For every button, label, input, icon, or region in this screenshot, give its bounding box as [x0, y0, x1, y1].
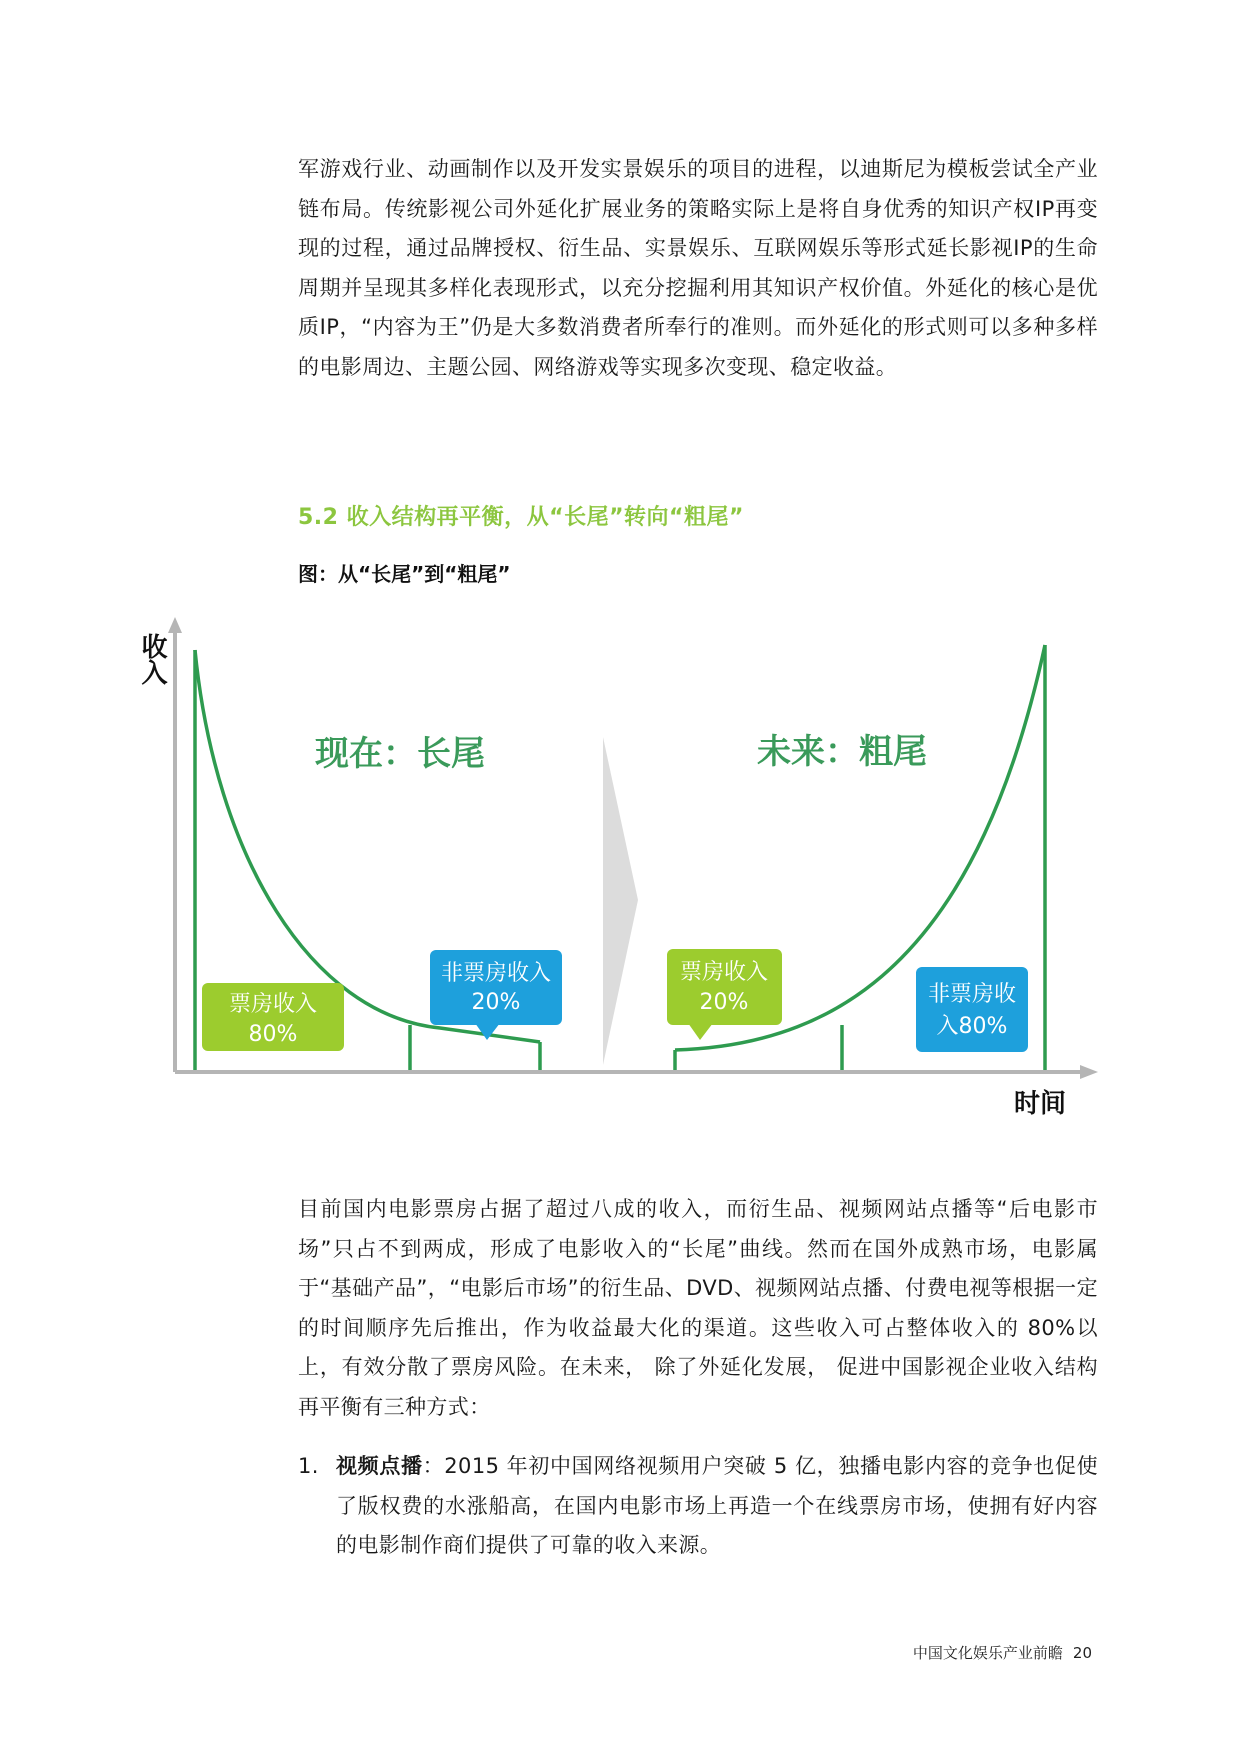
box-office-80-box: [202, 983, 344, 1051]
non-box-office-80-box: [916, 967, 1028, 1052]
box-office-20-line1: 票房收入: [679, 960, 769, 985]
x-axis-label: 时间: [1013, 1089, 1067, 1119]
non-box-office-20-line1: 非票房收入: [440, 961, 552, 986]
list-item-number: 1.: [298, 1454, 319, 1478]
long-tail-diagram: [130, 615, 1110, 1135]
figure-caption: 图：从“长尾”到“粗尾”: [298, 562, 511, 586]
non-box-office-20-callout: [430, 950, 562, 1040]
y-axis-arrowhead: [168, 617, 182, 633]
box-office-20-line2: 20%: [699, 990, 749, 1015]
box-office-80-line2: 80%: [248, 1022, 298, 1047]
list-item-text: ：2015 年初中国网络视频用户突破 5 亿，独播电影内容的竞争也促使了版权费的水涨船高，在国内电影市场上再造一个在线票房市场，使拥有好内容的电影制作商们提供了可靠的收入来源。: [336, 1454, 1098, 1558]
body-paragraph: 目前国内电影票房占据了超过八成的收入，而衍生品、视频网站点播等“后电影市场”只占不到两成，形成了电影收入的“长尾”曲线。然而在国外成熟市场，电影属于“基础产品”，“电影后市场”的衍生品、DVD、视频网站点播、付费电视等根据一定的时间顺序先后推出，作为收益最大化的渠道。这些收入可占整体收入的 80%以上，有效分散了票房风险。在未来， 除了外延化发展， 促进中国影视企业收入结构再平衡有三种方式：: [298, 1197, 1098, 1419]
list-item-body: [336, 1447, 1098, 1566]
box-office-80-line1: 票房收入: [228, 992, 318, 1017]
section-heading: 5.2 收入结构再平衡，从“长尾”转向“粗尾”: [298, 505, 744, 530]
transition-arrow: [603, 737, 638, 1065]
page-number: 20: [1072, 1644, 1092, 1662]
box-office-20-callout: [667, 949, 782, 1040]
footer-title: 中国文化娱乐产业前瞻: [912, 1644, 1063, 1662]
y-axis-label: 收入: [137, 633, 167, 685]
page-footer: [903, 1642, 1092, 1663]
left-title: 现在：长尾: [315, 734, 485, 774]
x-axis-arrowhead: [1080, 1065, 1098, 1079]
non-box-office-80-line1: 非票房收: [927, 982, 1017, 1007]
non-box-office-20-line2: 20%: [471, 990, 521, 1015]
non-box-office-80-line2: 入80%: [936, 1014, 1008, 1039]
right-title: 未来：粗尾: [757, 732, 927, 772]
list-item-term: 视频点播: [336, 1454, 423, 1478]
intro-paragraph: 军游戏行业、动画制作以及开发实景娱乐的项目的进程，以迪斯尼为模板尝试全产业链布局。传统影视公司外延化扩展业务的策略实际上是将自身优秀的知识产权IP再变现的过程，通过品牌授权、衍生品、实景娱乐、互联网娱乐等形式延长影视IP的生命周期并呈现其多样化表现形式，以充分挖掘利用其知识产权价值。外延化的核心是优质IP，“内容为王”仍是大多数消费者所奉行的准则。而外延化的形式则可以多种多样的电影周边、主题公园、网络游戏等实现多次变现、稳定收益。: [298, 157, 1098, 379]
